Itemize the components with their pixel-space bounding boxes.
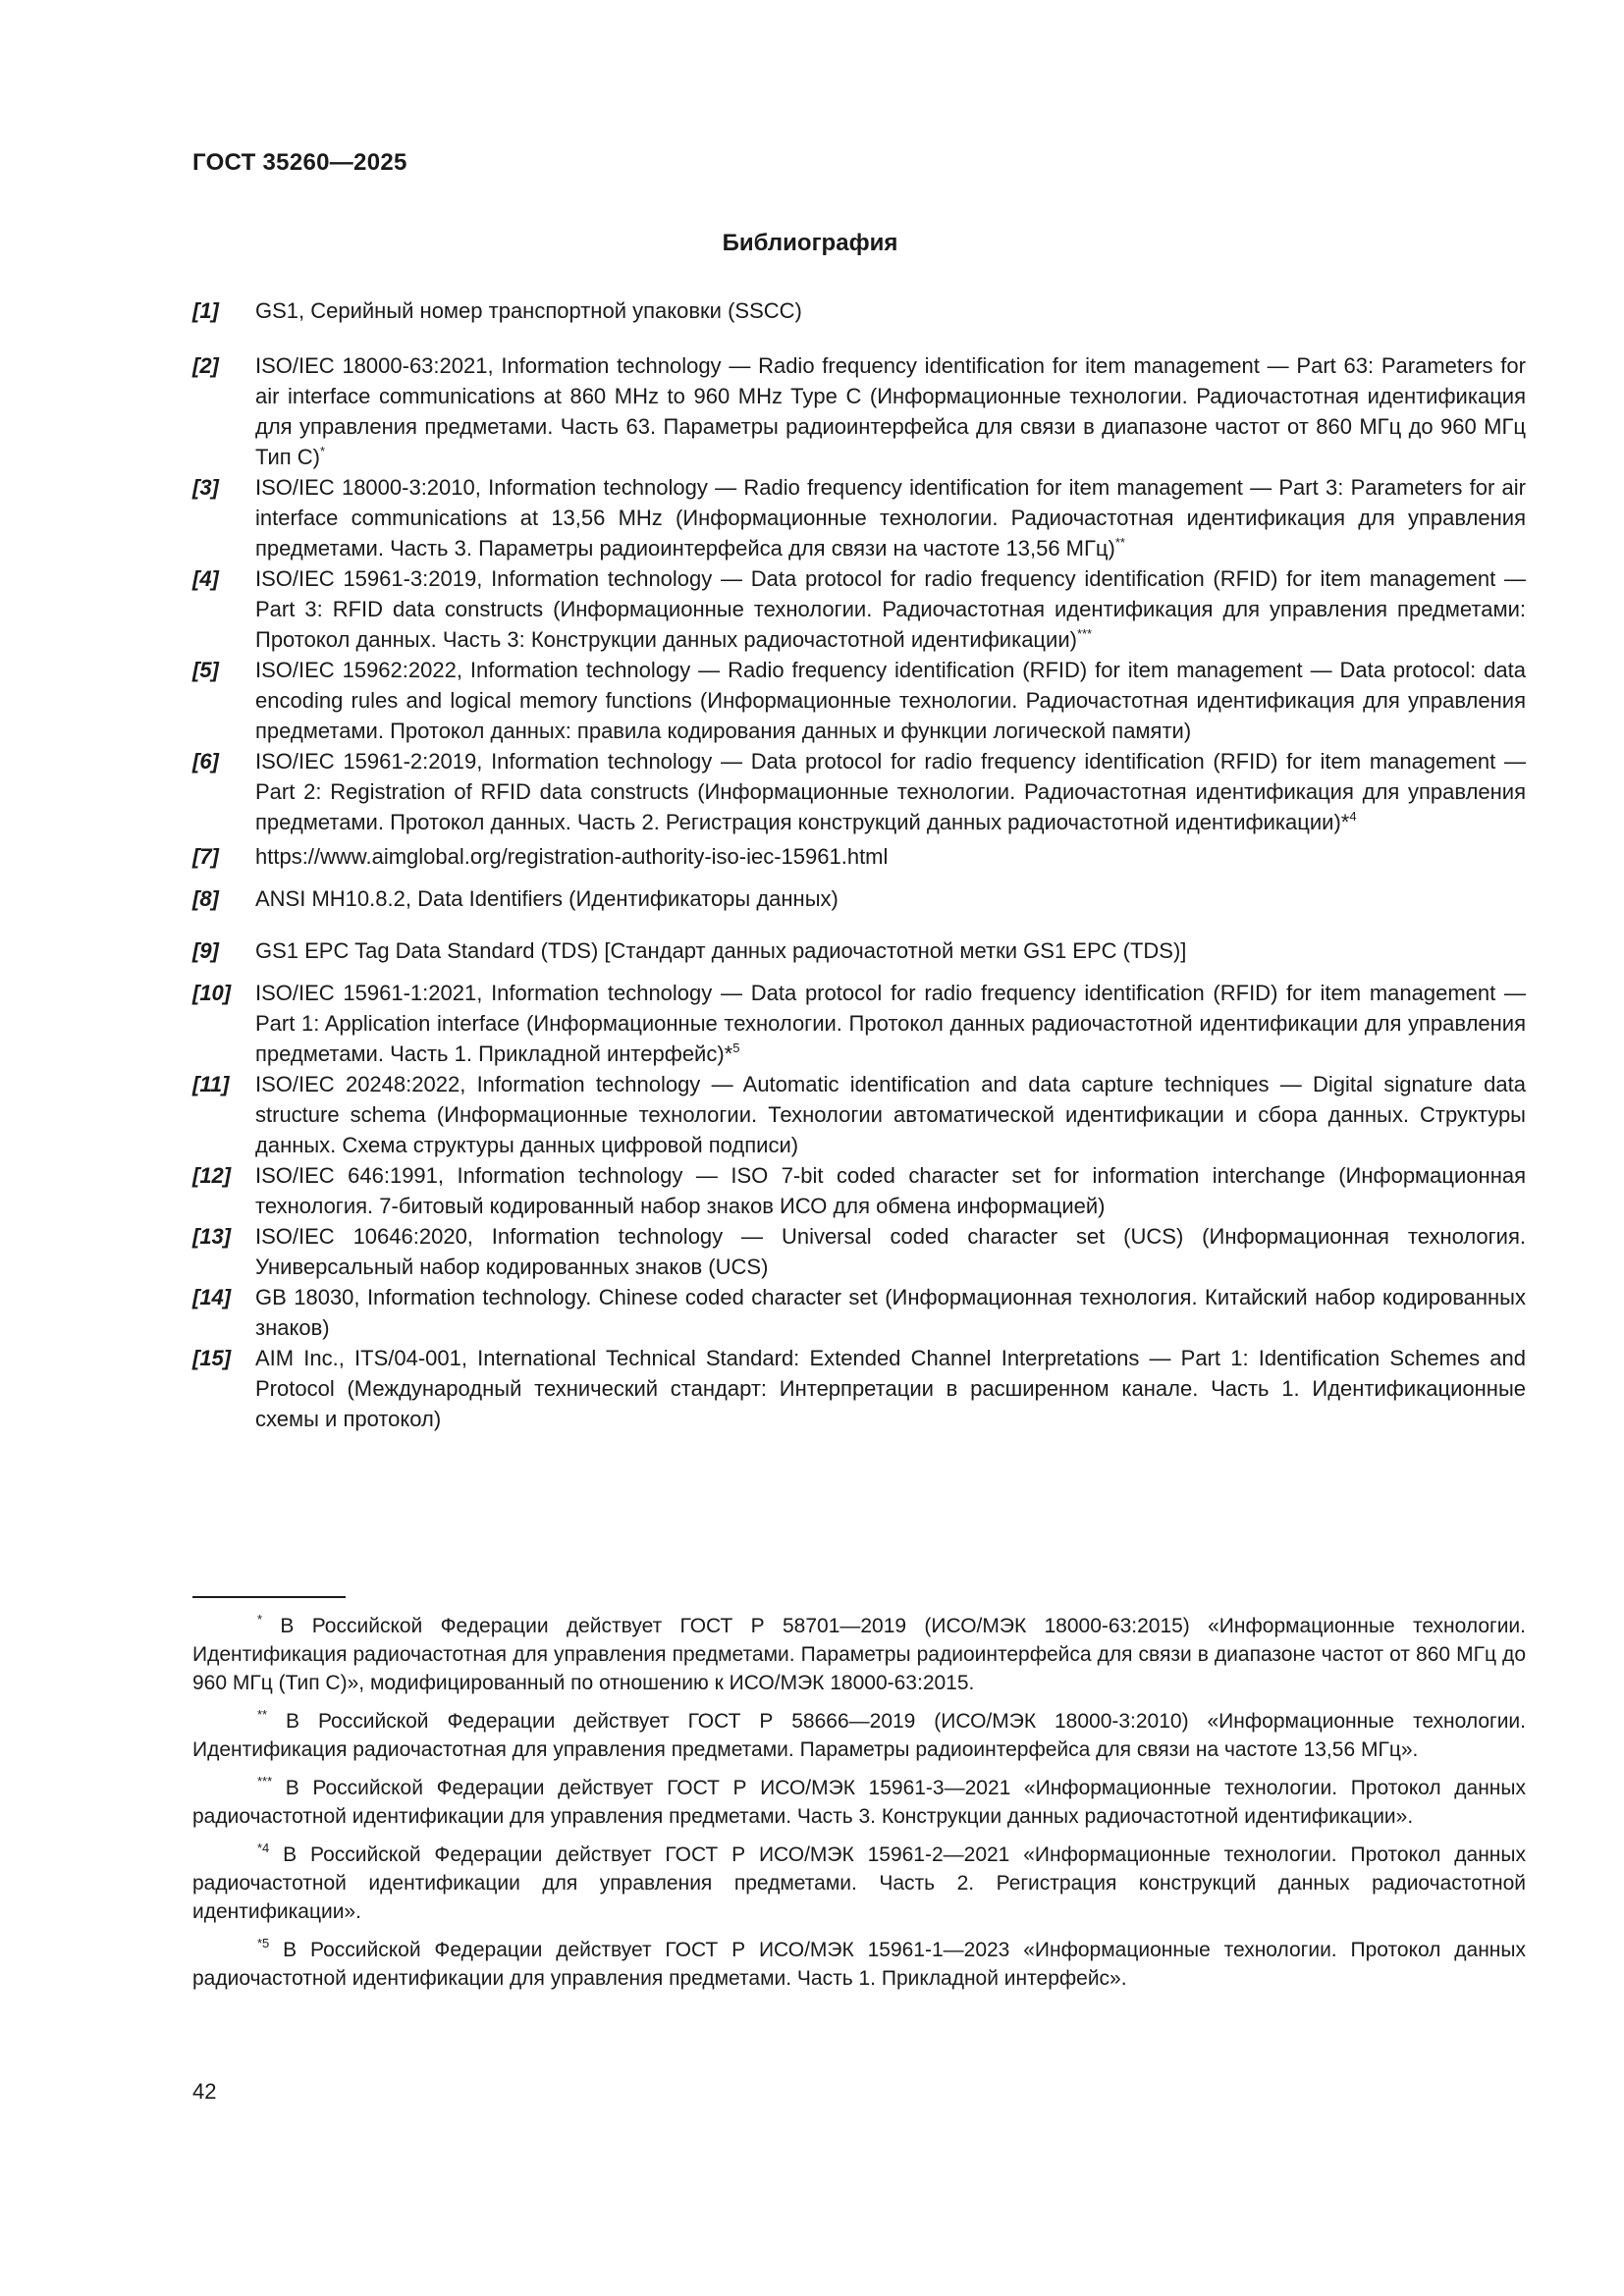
footnote-ref: * xyxy=(320,444,326,458)
bib-entry xyxy=(192,978,1526,1069)
bib-entry-number: [1] xyxy=(192,298,219,323)
bib-entry-body: GS1, Серийный номер транспортной упаковки (SSCC) xyxy=(255,298,802,323)
footnote-text: В Российской Федерации действует ГОСТ Р ИСО/МЭК 15961-3—2021 «Информационные технологии. Протокол данных радиочастотной идентификации для управления предметами. Часть 3. Конструкции данных радиочастотной идентификации». xyxy=(192,1777,1526,1828)
bib-entry-body: ISO/IEC 10646:2020, Information technology — Universal coded character set (UCS) (Информационная технология. Универсальный набор кодированных знаков (UCS) xyxy=(255,1224,1526,1279)
bib-entry-text xyxy=(255,1160,1526,1221)
section-title: Библиография xyxy=(722,230,898,256)
footnote-mark: ** xyxy=(257,1707,268,1722)
bib-entry xyxy=(192,841,1526,872)
bib-entry-number: [2] xyxy=(192,353,219,378)
bib-entry xyxy=(192,1343,1526,1434)
bib-entry xyxy=(192,295,1526,326)
bib-entry-body: ISO/IEC 18000-63:2021, Information technology — Radio frequency identification for item management — Part 63: Parameters for air interface communications at 860 MHz to 960 MHz Type C (Информационные технологии. Радиочастотная идентификация для управления предметами. Часть 63. Параметры радиоинтерфейса для связи в диапазоне частот от 860 МГц до 960 МГц Тип С) xyxy=(255,353,1526,469)
bib-entry-body: ISO/IEC 15961-2:2019, Information technology — Data protocol for radio frequency identification (RFID) for item management — Part 2: Registration of RFID data constructs (Информационные технологии. Радиочастотная идентификация для управления предметами. Протокол данных. Часть 2. Регистрация конструкций данных радиочастотной идентификации)* xyxy=(255,749,1526,834)
bib-entry-number: [6] xyxy=(192,749,219,774)
bibliography-list xyxy=(192,295,1526,1434)
bib-entry-number: [12] xyxy=(192,1163,232,1188)
bib-entry-number: [10] xyxy=(192,981,232,1005)
bib-entry-body: ISO/IEC 15962:2022, Information technology — Radio frequency identification (RFID) for item management — Data protocol: data encoding rules and logical memory functions (Информационные технологии. Радиочастотная идентификация для управления предметами. Протокол данных: правила кодирования данных и функции логической памяти) xyxy=(255,658,1526,743)
bib-entry xyxy=(192,655,1526,746)
bib-entry-body: ISO/IEC 646:1991, Information technology — ISO 7-bit coded character set for information interchange (Информационная технология. 7-битовый кодированный набор знаков ИСО для обмена информацией) xyxy=(255,1163,1526,1218)
bib-entry-text xyxy=(255,1069,1526,1160)
bib-entry-number: [4] xyxy=(192,566,219,591)
bib-entry xyxy=(192,1160,1526,1221)
bib-entry-number: [15] xyxy=(192,1346,232,1370)
footnote xyxy=(192,1841,1526,1926)
bib-entry-text xyxy=(255,472,1526,563)
footnote-separator xyxy=(192,1596,346,1598)
bib-entry-body: ISO/IEC 15961-3:2019, Information technology — Data protocol for radio frequency identification (RFID) for item management — Part 3: RFID data constructs (Информационные технологии. Радиочастотная идентификация для управления предметами: Протокол данных. Часть 3: Конструкции данных радиочастотной идентификации) xyxy=(255,566,1526,652)
bib-entry-number: [5] xyxy=(192,658,219,682)
bib-entry-body: ISO/IEC 18000-3:2010, Information technology — Radio frequency identification for item management — Part 3: Parameters for air interface communications at 13,56 MHz (Информационные технологии. Радиочастотная идентификация для управления предметами. Часть 3. Параметры радиоинтерфейса для связи на частоте 13,56 МГц) xyxy=(255,475,1526,561)
bib-entry xyxy=(192,563,1526,655)
bib-entry xyxy=(192,746,1526,837)
footnote xyxy=(192,1612,1526,1697)
bib-entry-body: GS1 EPC Tag Data Standard (TDS) [Стандарт данных радиочастотной метки GS1 EPC (TDS)] xyxy=(255,938,1187,963)
bib-entry xyxy=(192,350,1526,472)
bib-entry-body: ISO/IEC 15961-1:2021, Information technology — Data protocol for radio frequency identification (RFID) for item management — Part 1: Application interface (Информационные технологии. Протокол данных радиочастотной идентификации для управления предметами. Часть 1. Прикладной интерфейс)* xyxy=(255,981,1526,1066)
footnote xyxy=(192,1707,1526,1764)
footnote-text: В Российской Федерации действует ГОСТ Р 58666—2019 (ИСО/МЭК 18000-3:2010) «Информационные технологии. Идентификация радиочастотная для управления предметами. Параметры радиоинтерфейса для связи на частоте 13,56 МГц». xyxy=(192,1710,1526,1761)
bib-entry-number: [14] xyxy=(192,1285,232,1309)
footnote xyxy=(192,1774,1526,1831)
bib-entry-body: GB 18030, Information technology. Chinese coded character set (Информационная технология. Китайский набор кодированных знаков) xyxy=(255,1285,1526,1340)
bib-entry xyxy=(192,1221,1526,1282)
footnote-ref: *** xyxy=(1076,626,1093,641)
bib-entry-number: [13] xyxy=(192,1224,232,1249)
footnote-text: В Российской Федерации действует ГОСТ Р ИСО/МЭК 15961-1—2023 «Информационные технологии. Протокол данных радиочастотной идентификации для управления предметами. Часть 1. Прикладной интерфейс». xyxy=(192,1939,1526,1990)
bib-entry-body: ISO/IEC 20248:2022, Information technology — Automatic identification and data capture techniques — Digital signature data structure schema (Информационные технологии. Технологии автоматической идентификации и сбора данных. Структуры данных. Схема структуры данных цифровой подписи) xyxy=(255,1072,1526,1157)
bib-entry-number: [3] xyxy=(192,475,219,500)
bib-entry xyxy=(192,883,1526,914)
bib-entry-body: ANSI MH10.8.2, Data Identifiers (Идентификаторы данных) xyxy=(255,886,839,911)
bib-entry-number: [8] xyxy=(192,886,219,911)
bib-entry xyxy=(192,935,1526,966)
bib-entry-text xyxy=(255,746,1526,837)
bib-entry xyxy=(192,1282,1526,1343)
bib-entry-text xyxy=(255,1343,1526,1434)
footnote xyxy=(192,1936,1526,1993)
footnote-ref: 4 xyxy=(1349,809,1357,824)
bib-entry-text xyxy=(255,295,1526,326)
bib-entry-number: [11] xyxy=(192,1072,230,1096)
bib-entry-text xyxy=(255,563,1526,655)
bib-entry-text xyxy=(255,350,1526,472)
footnote-ref: 5 xyxy=(732,1041,740,1055)
bib-entry-number: [9] xyxy=(192,938,219,963)
footnotes xyxy=(192,1612,1526,2002)
standard-code: ГОСТ 35260—2025 xyxy=(192,149,407,176)
bib-entry-text xyxy=(255,935,1526,966)
bib-entry-text xyxy=(255,655,1526,746)
page-number: 42 xyxy=(192,2079,217,2104)
bib-entry-text xyxy=(255,1221,1526,1282)
footnote-mark: * xyxy=(257,1612,263,1627)
footnote-mark: *4 xyxy=(257,1841,270,1855)
bib-entry-link[interactable]: https://www.aimglobal.org/registration-authority-iso-iec-15961.html xyxy=(255,844,889,869)
footnote-ref: ** xyxy=(1114,535,1125,550)
bib-entry-body: AIM Inc., ITS/04-001, International Technical Standard: Extended Channel Interpretations — Part 1: Identification Schemes and Protocol (Международный технический стандарт: Интерпретации в расширенном канале. Часть 1. Идентификационные схемы и протокол) xyxy=(255,1346,1526,1431)
footnote-mark: *5 xyxy=(257,1936,270,1950)
footnote-mark: *** xyxy=(257,1774,273,1789)
bib-entry xyxy=(192,1069,1526,1160)
bib-entry-text xyxy=(255,1282,1526,1343)
bib-entry-text xyxy=(255,841,1526,872)
bib-entry-number: [7] xyxy=(192,844,219,869)
footnote-text: В Российской Федерации действует ГОСТ Р ИСО/МЭК 15961-2—2021 «Информационные технологии. Протокол данных радиочастотной идентификации для управления предметами. Часть 2. Регистрация конструкций данных радиочастотной идентификации». xyxy=(192,1843,1526,1923)
bib-entry xyxy=(192,472,1526,563)
bib-entry-text xyxy=(255,883,1526,914)
bib-entry-text xyxy=(255,978,1526,1069)
footnote-text: В Российской Федерации действует ГОСТ Р 58701—2019 (ИСО/МЭК 18000-63:2015) «Информационные технологии. Идентификация радиочастотная для управления предметами. Параметры радиоинтерфейса для связи в диапазоне частот от 860 МГц до 960 МГц (Тип С)», модифицированный по отношению к ИСО/МЭК 18000-63:2015. xyxy=(192,1615,1526,1694)
